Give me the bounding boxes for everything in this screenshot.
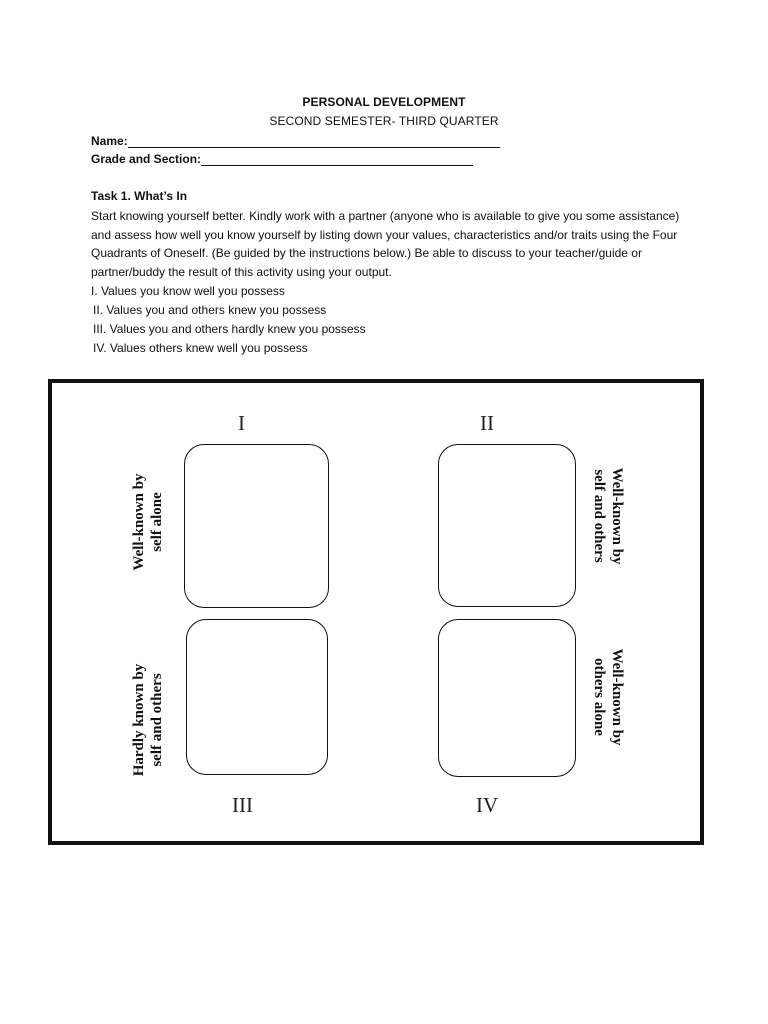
grade-section-label: Grade and Section:: [91, 152, 202, 166]
quadrant-3-numeral: III: [232, 793, 253, 817]
task-instructions: Start knowing yourself better. Kindly work with a partner (anyone who is available to give you some assistance) and assess how well you know yourself by listing down your values, characteristics and/or traits using the Four Quadrants of Oneself. (Be guided by the instructions below.) Be able to discuss to your teacher/guide or partner/buddy the result of this activity using your output.: [91, 209, 680, 279]
name-blank-line[interactable]: [128, 135, 500, 148]
values-item-3: III. Values you and others hardly knew you possess: [93, 322, 366, 336]
task-title: Task 1. What’s In: [91, 189, 188, 203]
quadrant-3-box[interactable]: [186, 619, 328, 775]
quadrant-2-label: Well-known by self and others: [591, 467, 625, 565]
grade-section-blank-line[interactable]: [201, 153, 473, 166]
quadrant-2-numeral: II: [480, 411, 494, 435]
values-item-1: I. Values you know well you possess: [91, 284, 285, 298]
grade-section-field: [91, 150, 473, 166]
name-label: Name:: [91, 134, 128, 148]
quadrant-2-box[interactable]: [438, 444, 576, 607]
quadrant-4-box[interactable]: [438, 619, 576, 777]
page-title: PERSONAL DEVELOPMENT: [302, 95, 466, 109]
values-item-4: IV. Values others knew well you possess: [93, 341, 308, 355]
page-subtitle: SECOND SEMESTER- THIRD QUARTER: [269, 114, 499, 128]
values-item-2: II. Values you and others knew you possess: [93, 303, 327, 317]
four-quadrants-diagram: [48, 379, 704, 845]
quadrant-1-box[interactable]: [184, 444, 329, 608]
quadrant-1-numeral: I: [238, 411, 245, 435]
name-field: [91, 132, 500, 148]
quadrant-4-numeral: IV: [476, 793, 499, 817]
values-list: [91, 282, 366, 358]
quadrant-3-label: Hardly known by self and others: [131, 663, 165, 777]
quadrant-4-label: Well-known by others alone: [591, 648, 625, 746]
quadrant-1-label: Well-known by self alone: [131, 473, 165, 571]
